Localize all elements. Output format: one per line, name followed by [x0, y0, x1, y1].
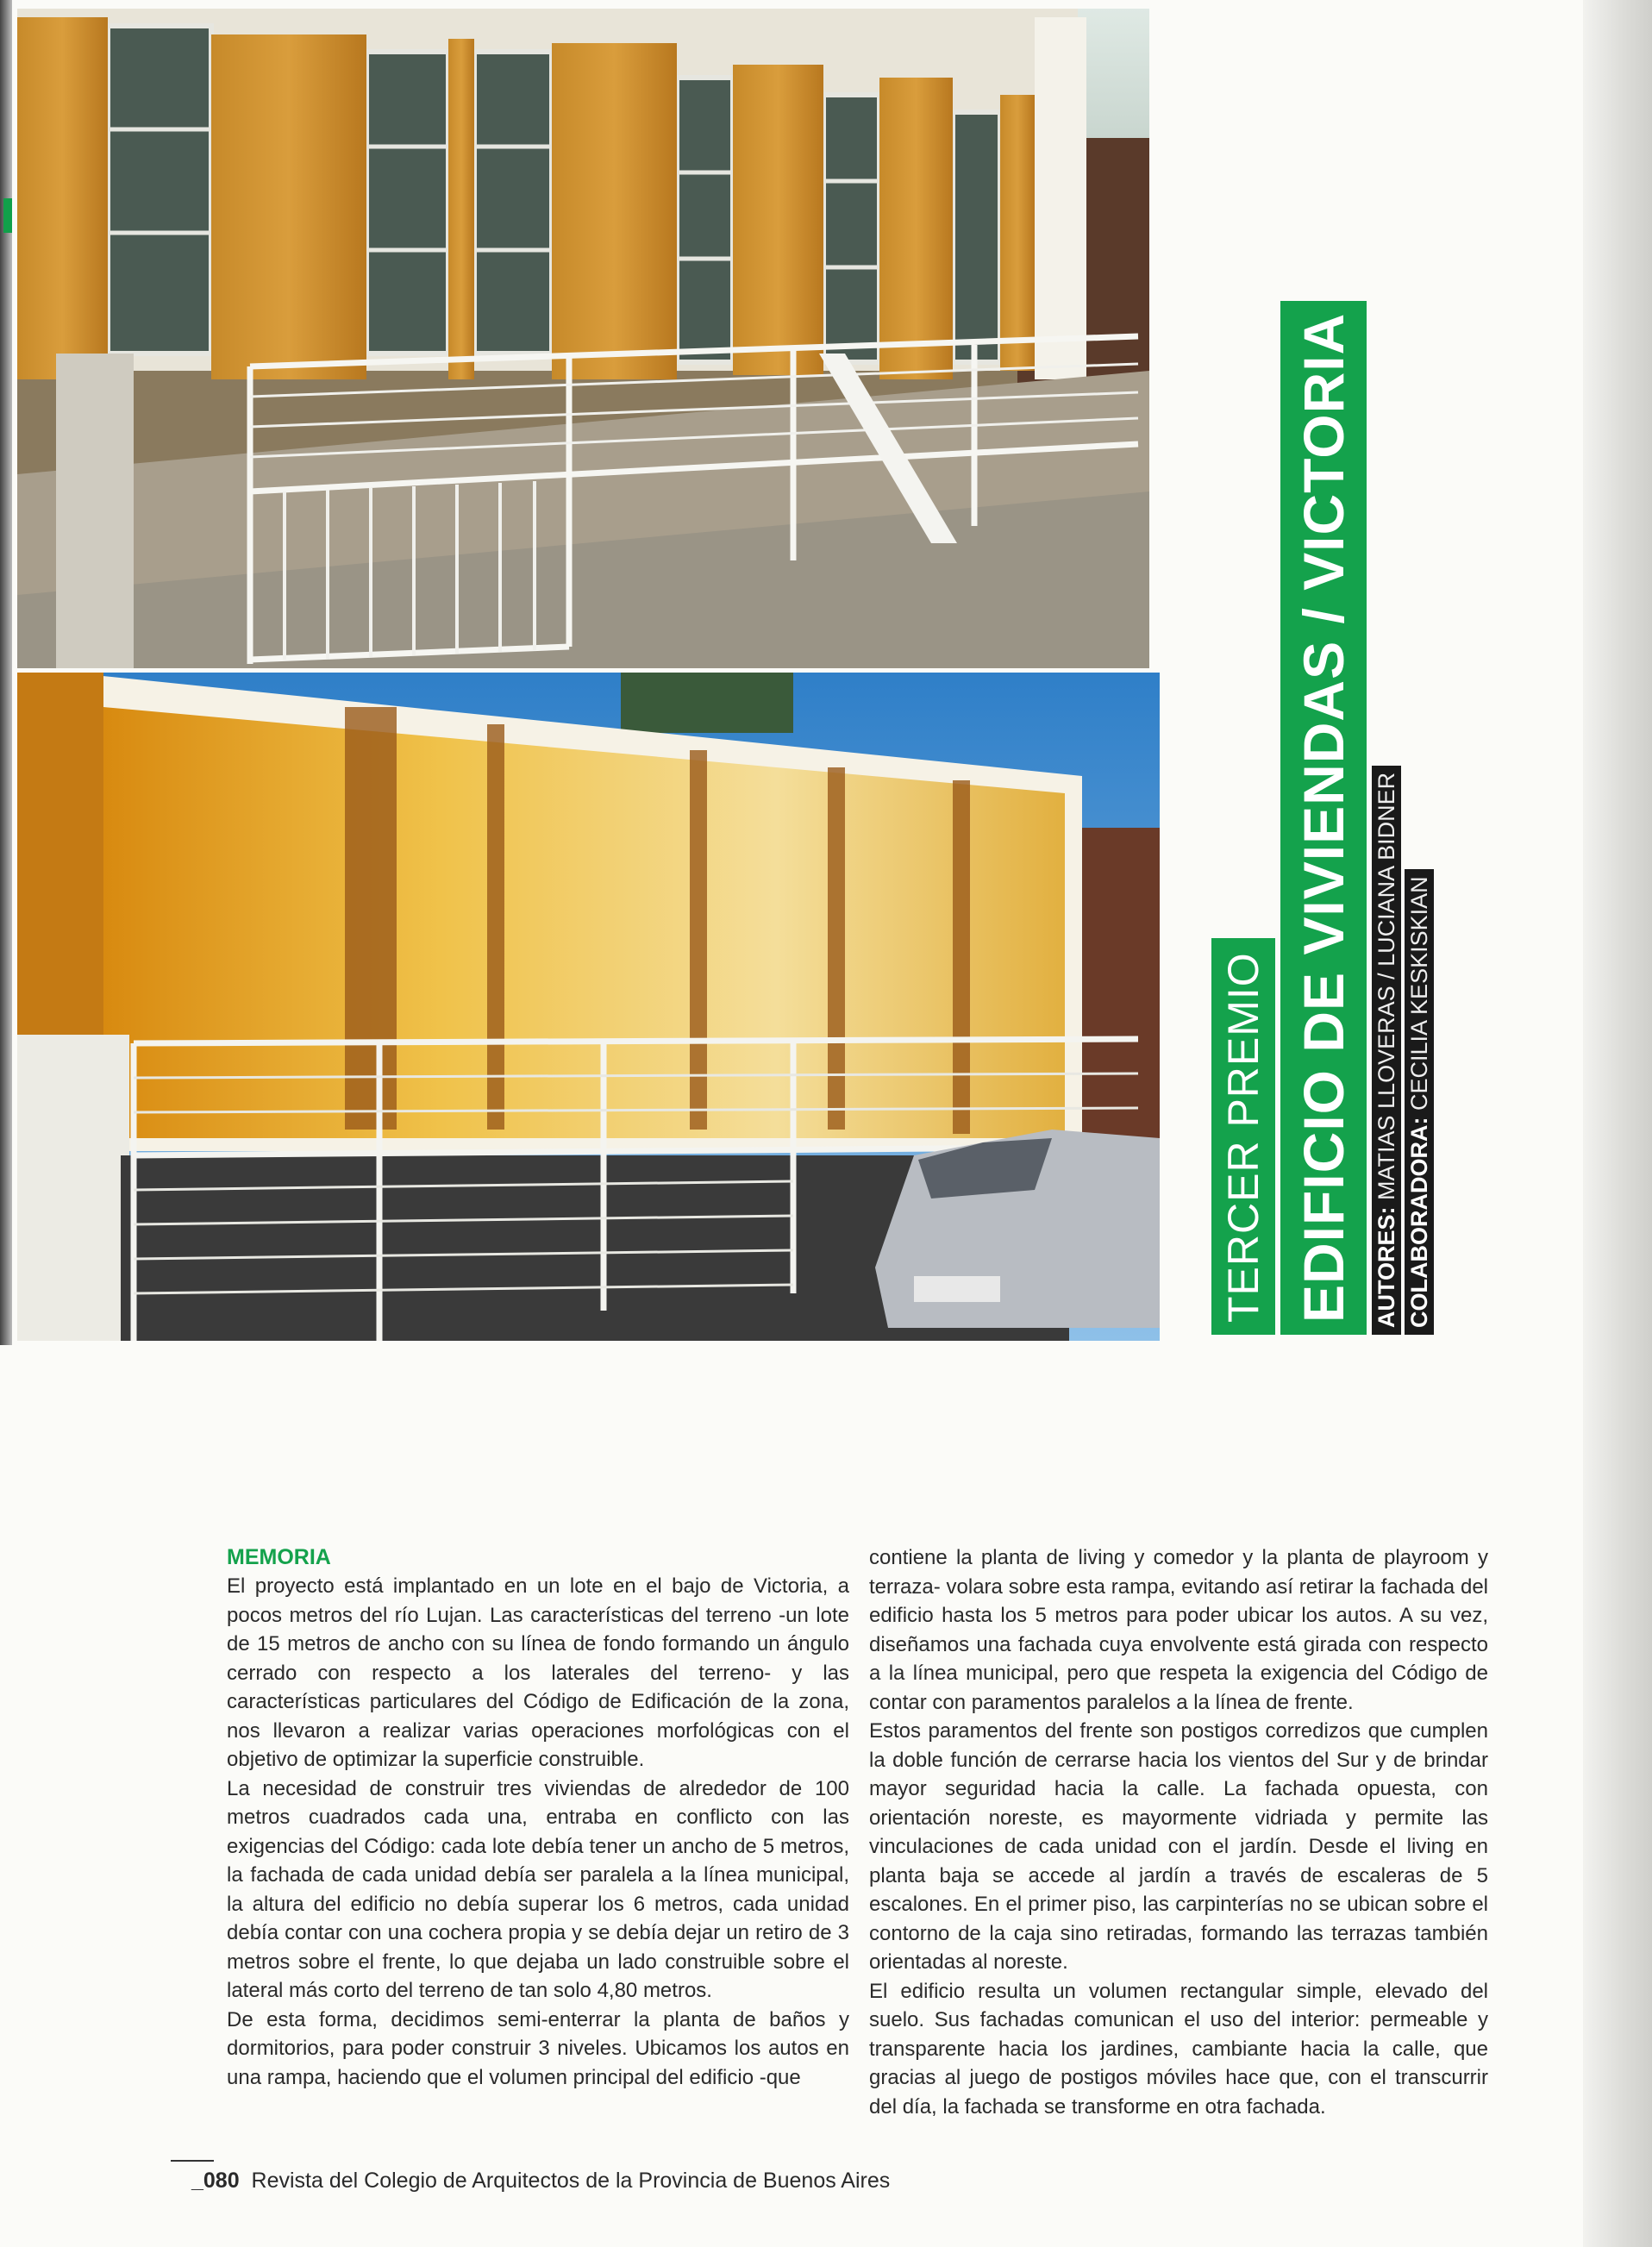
article-title: EDIFICIO DE VIVIENDAS / VICTORIA [1280, 301, 1367, 1335]
authors-label: AUTORES: [1374, 1206, 1399, 1328]
photo-facade-sunset [17, 673, 1160, 1341]
article-title-block [1211, 274, 1437, 1335]
edge-marker [3, 198, 12, 233]
paragraph: De esta forma, decidimos semi-enterrar la planta de baños y dormitorios, para poder construir 3 niveles. Ubicamos los autos en una rampa, haciendo que el volumen principal del edificio -que [227, 2007, 849, 2089]
authors-line [1372, 766, 1401, 1335]
paragraph: El edificio resulta un volumen rectangular simple, elevado del suelo. Sus fachadas comunican el uso del interior: permeable y transparente hacia los jardines, cambiante hacia la calle, que gracias al juego de postigos móviles hace que, con el transcurrir del día, la fachada se transforme en otra fachada. [869, 1979, 1488, 2119]
footer-rule [171, 2160, 214, 2162]
collaborator-name: CECILIA KESKISKIAN [1406, 876, 1432, 1111]
authors-names: MATIAS LLOVERAS / LUCIANA BIDNER [1374, 772, 1399, 1200]
text-column-right [869, 1543, 1488, 2121]
collaborator-line [1405, 869, 1434, 1335]
credits [1372, 274, 1437, 1335]
publication-name: Revista del Colegio de Arquitectos de la Provincia de Buenos Aires [251, 2169, 891, 2193]
paragraph: El proyecto está implantado en un lote en el bajo de Victoria, a pocos metros del río Lujan. Las características del terreno -un lote de 15 metros de ancho con su línea de fondo formando un ángulo cerrado con respecto a los laterales del terreno- y las características particulares del Código de Edificación de la zona, nos llevaron a realizar varias operaciones morfológicas con el objetivo de optimizar la superficie construible. [227, 1574, 849, 1771]
paragraph: La necesidad de construir tres viviendas de alrededor de 100 metros cuadrados cada una, entraba en conflicto con las exigencias del Código: cada lote debía tener un ancho de 5 metros, la fachada de cada unidad debía ser paralela a la línea municipal, la altura del edificio no debía superar los 6 metros, cada unidad debía contar con una cochera propia y se debía dejar un retiro de 3 metros sobre el frente, lo que dejaba un lado construible sobre el lateral más corto del terreno de tan solo 4,80 metros. [227, 1776, 849, 2002]
award-kicker: TERCER PREMIO [1211, 938, 1275, 1335]
photo-facade-day [17, 9, 1149, 668]
paragraph: contiene la planta de living y comedor y la planta de playroom y terraza- volara sobre esta rampa, evitando así retirar la fachada del edificio hasta los 5 metros para poder ubicar los autos. A su vez, diseñamos una fachada cuya envolvente está girada con respecto a la línea municipal, pero que respeta la exigencia del Código de contar con paramentos paralelos a la línea de frente. [869, 1546, 1488, 1714]
collaborator-label: COLABORADORA: [1406, 1117, 1432, 1328]
text-column-left [227, 1543, 849, 2092]
page-number: _080 [191, 2169, 240, 2193]
paragraph: Estos paramentos del frente son postigos corredizos que cumplen la doble función de cerrarse hacia los vientos del Sur y de brindar mayor seguridad hacia la calle. La fachada opuesta, con orientación noreste, es mayormente vidriada y permite las vinculaciones de cada unidad con el jardín. Desde el living en planta baja se accede al jardín a través de escaleras de 5 escalones. En el primer piso, las carpinterías no se ubican sobre el contorno de la caja sino retiradas, formando las terrazas también orientadas al noreste. [869, 1719, 1488, 1974]
page-footer [191, 2169, 890, 2194]
page-gutter-shadow [1583, 0, 1652, 2247]
section-heading: MEMORIA [227, 1545, 331, 1569]
